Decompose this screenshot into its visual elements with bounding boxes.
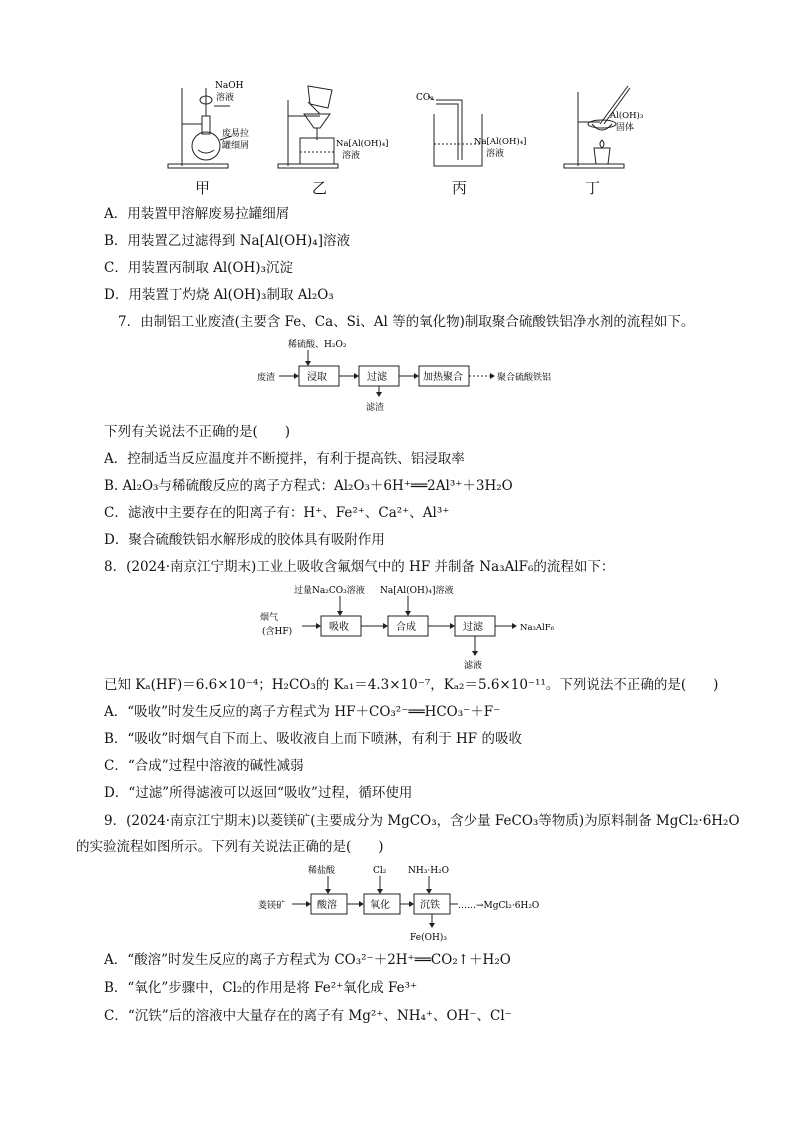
jia-can-1: 废易拉 — [222, 129, 250, 139]
q9-option-a: A．“酸溶”时发生反应的离子方程式为 CO₃²⁻＋2H⁺══CO₂↑＋H₂O — [104, 952, 511, 968]
q7-option-b: B. Al₂O₃与稀硫酸反应的离子方程式：Al₂O₃＋6H⁺══2Al³⁺＋3H₂O — [104, 478, 513, 494]
q8-known: 已知 Kₐ(HF)＝6.6×10⁻⁴；H₂CO₃的 Kₐ₁＝4.3×10⁻⁷，Kₐ₂＝5.6×10⁻¹¹。下列说法不正确的是( ) — [104, 677, 719, 693]
q8-option-c: C．“合成”过程中溶液的碱性减弱 — [104, 758, 304, 774]
q8-input-1: 烟气 — [260, 613, 279, 623]
q9-byproduct: Fe(OH)₃ — [410, 933, 447, 943]
q8-option-d: D．“过滤”所得滤液可以返回“吸收”过程，循环使用 — [104, 785, 413, 801]
q7-ask: 下列有关说法不正确的是( ) — [104, 424, 291, 440]
q8-step-1: 吸收 — [329, 622, 349, 633]
label-ding: 丁 — [585, 179, 601, 197]
q8-step-3: 过滤 — [463, 622, 483, 633]
q8-byproduct: 滤液 — [464, 661, 483, 671]
q9-option-c: C．“沉铁”后的溶液中大量存在的离子有 Mg²⁺、NH₄⁺、OH⁻、Cl⁻ — [104, 1008, 512, 1024]
q7-byproduct: 滤渣 — [366, 403, 385, 413]
q8-option-a: A．“吸收”时发生反应的离子方程式为 HF＋CO₃²⁻══HCO₃⁻＋F⁻ — [104, 704, 501, 720]
q7-stem: 7．由制铝工业废渣(主要含 Fe、Ca、Si、Al 等的氧化物)制取聚合硫酸铁铝净水剂的流程如下。 — [118, 314, 695, 330]
q6-option-a: A．用装置甲溶解废易拉罐细屑 — [104, 206, 290, 222]
apparatus-ding — [564, 86, 643, 168]
apparatus-jia — [168, 81, 249, 168]
jia-naoh-2: 溶液 — [216, 93, 235, 103]
q9-step-1: 酸溶 — [317, 900, 337, 911]
q8-option-b: B．“吸收”时烟气自下而上、吸收液自上而下喷淋，有利于 HF 的吸收 — [104, 731, 522, 747]
apparatus-yi — [278, 86, 388, 168]
apparatus-bing — [416, 93, 526, 166]
ding-solid-2: 固体 — [616, 123, 635, 133]
jia-naoh-1: NaOH — [215, 81, 244, 91]
q7-flowchart — [252, 336, 552, 392]
q8-reagent-2: Na[Al(OH)₄]溶液 — [380, 586, 454, 596]
bing-sol-1: Na[Al(OH)₄] — [474, 137, 527, 147]
q8-reagent-1: 过量Na₂CO₃溶液 — [294, 586, 365, 596]
q7-output: 聚合硫酸铁铝 — [497, 373, 552, 383]
bing-co2: CO₂ — [416, 93, 434, 103]
q8-output: Na₃AlF₆ — [520, 623, 555, 633]
label-yi: 乙 — [312, 179, 328, 197]
q6-option-b: B．用装置乙过滤得到 Na[Al(OH)₄]溶液 — [104, 233, 350, 249]
q9-input: 菱镁矿 — [258, 901, 286, 911]
q7-step-2: 过滤 — [367, 372, 387, 383]
ding-solid-1: Al(OH)₃ — [610, 111, 644, 121]
q9-stem-2: 的实验流程如图所示。下列有关说法正确的是( ) — [76, 839, 384, 855]
q9-reagent-2: Cl₂ — [373, 866, 387, 876]
jia-can-2: 罐细屑 — [222, 141, 250, 151]
q8-input-2: (含HF) — [262, 627, 293, 637]
q9-step-2: 氧化 — [370, 900, 390, 911]
yi-sol-2: 溶液 — [342, 151, 361, 161]
q8-flowchart — [258, 582, 578, 674]
yi-sol-1: Na[Al(OH)₄] — [336, 139, 389, 149]
q7-reagent: 稀硫酸、H₂O₂ — [288, 340, 347, 350]
q9-output: ……→MgCl₂·6H₂O — [458, 901, 540, 911]
q7-input: 废渣 — [257, 373, 276, 383]
q8-step-2: 合成 — [396, 622, 416, 633]
q6-option-c: C．用装置丙制取 Al(OH)₃沉淀 — [104, 260, 293, 276]
q6-option-d: D．用装置丁灼烧 Al(OH)₃制取 Al₂O₃ — [104, 287, 334, 303]
q7-step-1: 浸取 — [307, 372, 327, 383]
bing-sol-2: 溶液 — [486, 149, 505, 159]
q7-option-a: A．控制适当反应温度并不断搅拌，有利于提高铁、铝浸取率 — [104, 451, 465, 467]
q9-flowchart — [258, 862, 578, 944]
label-jia: 甲 — [195, 179, 211, 197]
q9-reagent-1: 稀盐酸 — [308, 866, 336, 876]
label-bing: 丙 — [452, 179, 468, 197]
q9-reagent-3: NH₃·H₂O — [408, 866, 450, 876]
q7-option-d: D．聚合硫酸铁铝水解形成的胶体具有吸附作用 — [104, 532, 385, 548]
q7-step-3: 加热聚合 — [423, 372, 463, 383]
q8-stem: 8．(2024·南京江宁期末)工业上吸收含氟烟气中的 HF 并制备 Na₃AlF₆的流程如下： — [104, 559, 615, 575]
q7-option-c: C．滤液中主要存在的阳离子有：H⁺、Fe²⁺、Ca²⁺、Al³⁺ — [104, 505, 450, 521]
q9-option-b: B．“氧化”步骤中，Cl₂的作用是将 Fe²⁺氧化成 Fe³⁺ — [104, 980, 418, 996]
q9-step-3: 沉铁 — [420, 900, 440, 911]
q7-down-arrow — [375, 392, 385, 398]
q9-stem-1: 9．(2024·南京江宁期末)以菱镁矿(主要成分为 MgCO₃，含少量 FeCO₃等物质)为原料制备 MgCl₂·6H₂O — [104, 813, 740, 829]
